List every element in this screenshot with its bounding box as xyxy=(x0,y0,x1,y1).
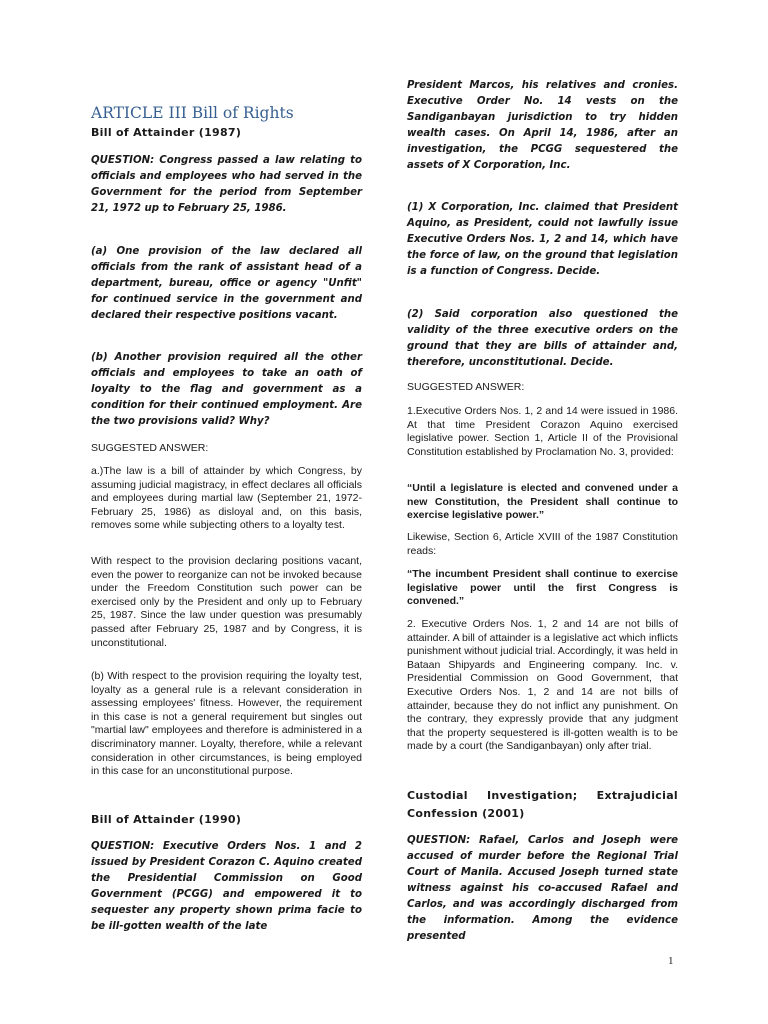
section-heading-custodial-investigation: Custodial Investigation; Extrajudicial Confession (2001) xyxy=(407,789,678,820)
question-1990-part-1: (1) X Corporation, Inc. claimed that President Aquino, as President, could not lawfully issue Executive Orders Nos. 1, 2 and 14, which have the force of law, on the ground that legislation is a function of Congress. Decide. xyxy=(407,202,678,277)
question-1987-part-a: (a) One provision of the law declared all officials from the rank of assistant head of a department, bureau, office or agency "Unfit" for continued service in the government and declared their respective positions vacant. xyxy=(91,246,362,321)
section-heading-bill-of-attainder-1987: Bill of Attainder (1987) xyxy=(91,126,242,139)
section-heading-bill-of-attainder-1990: Bill of Attainder (1990) xyxy=(91,813,242,826)
suggested-answer-label-1: SUGGESTED ANSWER: xyxy=(91,442,209,454)
question-1987-intro: QUESTION: Congress passed a law relating to officials and employees who had served in the Government for the period from September 21, 1972 up to February 25, 1986. xyxy=(91,155,362,214)
answer-1987-part-a: a.)The law is a bill of attainder by which Congress, by assuming judicial magistracy, in effect declares all officials and employees during martial law (September 21, 1972-February 25, 1986) as disloyal and, on this basis, removes some while subjecting others to a loyalty test. xyxy=(91,465,362,532)
question-1990-start: QUESTION: Executive Orders Nos. 1 and 2 issued by President Corazon C. Aquino created the Presidential Commission on Good Government (PCGG) and empowered it to sequester any property shown prima facie to be ill-gotten wealth of the late xyxy=(91,841,362,932)
page-number: 1 xyxy=(668,955,674,967)
page-title: ARTICLE III Bill of Rights xyxy=(91,104,294,122)
answer-1990-part-1: 1.Executive Orders Nos. 1, 2 and 14 were issued in 1986. At that time President Corazon Aquino exercised legislative power. Section 1, Article II of the Provisional Constitution established by Proclamation No. 3, provided: xyxy=(407,405,678,458)
answer-1987-part-b: (b) With respect to the provision requiring the loyalty test, loyalty as a general rule is a relevant consideration in assessing employees' fitness. However, the requirement in this case is not a general requirement but singles out "martial law" employees and therefore is administered in a discriminatory manner. Loyalty, therefore, while a relevant consideration in other circumstances, is being employed in this case for an unconstitutional purpose. xyxy=(91,670,362,778)
question-1990-continued: President Marcos, his relatives and cronies. Executive Order No. 14 vests on the Sandiganbayan jurisdiction to try hidden wealth cases. On April 14, 1986, after an investigation, the PCGG sequestered the assets of X Corporation, Inc. xyxy=(407,80,678,171)
answer-1990-part-1-continued: Likewise, Section 6, Article XVIII of the 1987 Constitution reads: xyxy=(407,531,678,557)
quote-provisional-constitution: “Until a legislature is elected and convened under a new Constitution, the President shall continue to exercise legislative power.” xyxy=(407,482,678,522)
suggested-answer-label-2: SUGGESTED ANSWER: xyxy=(407,381,525,393)
answer-1987-part-a-continued: With respect to the provision declaring positions vacant, even the power to reorganize can not be invoked because under the Freedom Constitution such power can be exercised only by the President and only up to February 25, 1987. Since the law under question was presumably passed after February 25, 1987 and by Congress, it is unconstitutional. xyxy=(91,555,362,649)
question-2001-start: QUESTION: Rafael, Carlos and Joseph were accused of murder before the Regional Trial Court of Manila. Accused Joseph turned state witness against his co-accused Rafael and Carlos, and was accordingly discharged from the information. Among the evidence presented xyxy=(407,835,678,942)
quote-1987-constitution: “The incumbent President shall continue to exercise legislative power until the first Congress is convened.” xyxy=(407,568,678,608)
answer-1990-part-2: 2. Executive Orders Nos. 1, 2 and 14 are not bills of attainder. A bill of attainder is a legislative act which inflicts punishment without judicial trial. Accordingly, it was held in Bataan Shipyards and Engineering company. Inc. v. Presidential Commission on Good Government, that Executive Orders Nos. 1, 2 and 14 are not bills of attainder, because they do not inflict any punishment. On the contrary, they expressly provide that any judgment that the property sequestered is ill-gotten wealth is to be made by a court (the Sandiganbayan) only after trial. xyxy=(407,618,678,753)
question-1990-part-2: (2) Said corporation also questioned the validity of the three executive orders on the ground that they are bills of attainder and, therefore, unconstitutional. Decide. xyxy=(407,309,678,368)
question-1987-part-b: (b) Another provision required all the other officials and employees to take an oath of loyalty to the flag and government as a condition for their continued employment. Are the two provisions valid? Why? xyxy=(91,352,362,427)
